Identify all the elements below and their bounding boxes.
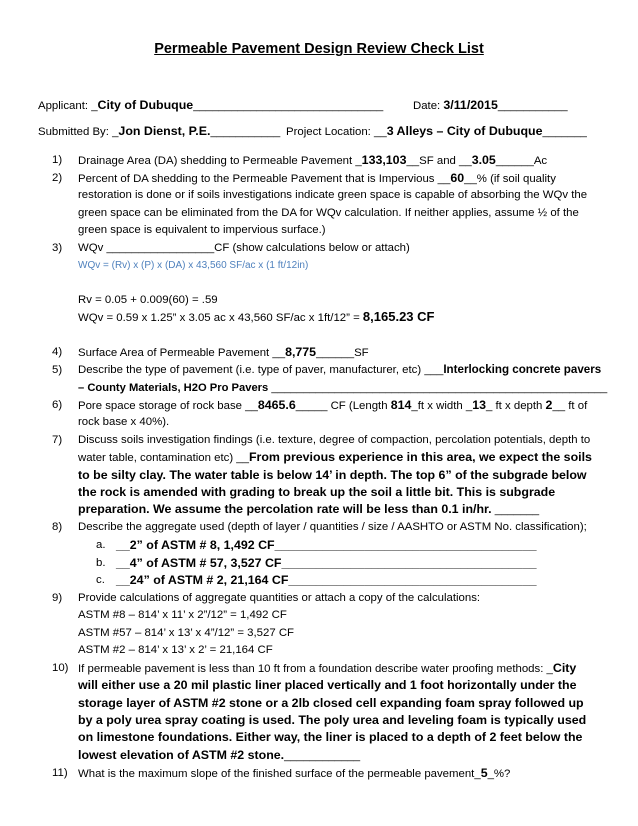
item-text: _ft x width _ xyxy=(411,400,473,412)
item-text: _%? xyxy=(487,768,511,780)
date-line xyxy=(413,97,568,114)
item-2-line-2: restoration is done or if soils investigations indicate green space is capable of absorbing the WQv the xyxy=(78,189,588,201)
pavement-manufacturer-value: – County Materials, H2O Pro Pavers xyxy=(78,382,269,394)
item-number: 1) xyxy=(52,154,63,166)
item-10-line-4: by a poly urea spray coating is used. The poly urea and leveling foam is typically used xyxy=(78,713,587,727)
date-label: Date: xyxy=(413,100,444,112)
applicant-value: City of Dubuque xyxy=(97,98,194,112)
wqv-formula: WQv = (Rv) x (P) x (DA) x 43,560 SF/ac x (1 ft/12in) xyxy=(78,260,309,271)
item-6-line-1 xyxy=(78,397,587,414)
item-7-line-3: to be silty clay. The water table is below 14’ in depth. The top 6” of the subgrade below xyxy=(78,468,587,482)
item-text: What is the maximum slope of the finished surface of the permeable pavement_ xyxy=(78,768,481,780)
item-7-line-1: Discuss soils investigation findings (i.e. texture, degree of compaction, percolation potentials, depth to xyxy=(78,434,591,446)
item-1-line xyxy=(78,152,547,169)
pore-storage-value: 8465.6 xyxy=(257,398,296,412)
item-text: __ ft of xyxy=(552,400,588,412)
pavement-type-value: Interlocking concrete pavers xyxy=(443,363,602,376)
aggregate-b-value: __4” of ASTM # 57, 3,527 CF_____________________________________ xyxy=(116,556,537,570)
sub-item-letter: a. xyxy=(96,539,106,551)
drainage-area-sf: 133,103 xyxy=(361,153,407,167)
date-value: 3/11/2015 xyxy=(443,98,498,112)
sub-item-letter: b. xyxy=(96,557,106,569)
item-4-line xyxy=(78,344,369,361)
applicant-line xyxy=(38,97,383,114)
item-10-line-3: storage layer of ASTM #2 stone or a 2lb closed cell expanding foam spray followed up xyxy=(78,696,584,710)
surface-area-value: 8,775 xyxy=(285,345,317,359)
item-text: ______Ac xyxy=(495,155,548,167)
item-text: If permeable pavement is less than 10 ft from a foundation describe water proofing methods: _ xyxy=(78,663,553,675)
item-2-line-3: green space can be eliminated from the DA for WQv calculation. If neither applies, assume ½ of the xyxy=(78,207,579,219)
item-number: 10) xyxy=(52,662,69,674)
max-slope-value: 5 xyxy=(480,766,488,780)
aggregate-c-value: __24” of ASTM # 2, 21,164 CF____________________________________ xyxy=(116,573,537,587)
date-blank: ___________ xyxy=(497,100,568,112)
soils-findings-value: From previous experience in this area, we expect the soils xyxy=(248,450,592,464)
item-text: _______ xyxy=(491,504,540,516)
submitted-line xyxy=(38,123,280,140)
applicant-blank: ______________________________ xyxy=(193,100,384,112)
item-11-line xyxy=(78,765,510,782)
item-10-line-2: will either use a 20 mil plastic liner placed vertically and 1 foot horizontally under the xyxy=(78,678,577,692)
wqv-calculation xyxy=(78,309,434,326)
item-text: ____________ xyxy=(284,750,361,762)
item-text: _____________________________________________________ xyxy=(268,382,608,394)
item-text: WQv = 0.59 x 1.25” x 3.05 ac x 43,560 SF/ac x 1ft/12” = xyxy=(78,312,363,324)
aggregate-a-value: __2” of ASTM # 8, 1,492 CF______________________________________ xyxy=(116,538,537,552)
item-text: ______SF xyxy=(316,347,369,359)
item-3-line-1: WQv _________________CF (show calculations below or attach) xyxy=(78,242,410,254)
document-title: Permeable Pavement Design Review Check List xyxy=(154,41,484,57)
item-5-line-1 xyxy=(78,362,601,378)
drainage-area-ac: 3.05 xyxy=(471,153,496,167)
aggregate-calc-1: ASTM #8 – 814’ x 11’ x 2”/12” = 1,492 CF xyxy=(78,609,287,621)
location-value: 3 Alleys – City of Dubuque xyxy=(386,124,543,138)
item-number: 8) xyxy=(52,521,63,533)
item-2-line-4: green space is equivalent to impervious surface.) xyxy=(78,224,326,236)
item-number: 7) xyxy=(52,434,63,446)
aggregate-calc-2: ASTM #57 – 814’ x 13’ x 4”/12” = 3,527 CF xyxy=(78,627,295,639)
submitted-label: Submitted By: _ xyxy=(38,126,119,138)
length-value: 814 xyxy=(390,398,412,412)
item-number: 3) xyxy=(52,242,63,254)
item-number: 11) xyxy=(52,767,68,779)
soils-findings-value: preparation. We assume the percolation rate will be less than 0.1 in/hr. xyxy=(78,502,492,516)
item-text: Percent of DA shedding to the Permeable Pavement that is Impervious __ xyxy=(78,173,451,185)
item-10-line-1 xyxy=(78,660,576,677)
item-5-line-2 xyxy=(78,380,607,396)
item-9-line-1: Provide calculations of aggregate quantities or attach a copy of the calculations: xyxy=(78,592,481,604)
item-text: Surface Area of Permeable Pavement __ xyxy=(78,347,286,359)
item-7-line-2 xyxy=(78,449,592,466)
item-8-line-1: Describe the aggregate used (depth of layer / quantities / size / AASHTO or ASTM No. classification); xyxy=(78,521,587,533)
item-text: Pore space storage of rock base __ xyxy=(78,400,258,412)
item-6-line-2: rock base x 40%). xyxy=(78,416,170,428)
submitted-value: Jon Dienst, P.E. xyxy=(118,124,211,138)
item-number: 2) xyxy=(52,172,63,184)
item-7-line-4: the rock is amended with grading to break up the soil a little bit. This is subgrade xyxy=(78,485,556,499)
applicant-label: Applicant: _ xyxy=(38,100,98,112)
item-number: 6) xyxy=(52,399,63,411)
item-text: __SF and __ xyxy=(406,155,472,167)
item-text: Describe the type of pavement (i.e. type of paver, manufacturer, etc) ___ xyxy=(78,364,444,376)
waterproofing-value: lowest elevation of ASTM #2 stone. xyxy=(78,748,285,762)
waterproofing-value: City xyxy=(552,661,577,675)
item-number: 9) xyxy=(52,592,63,604)
item-text: _ ft x depth xyxy=(486,400,546,412)
item-number: 5) xyxy=(52,364,63,376)
item-text: _____ CF (Length xyxy=(295,400,391,412)
depth-value: 2 xyxy=(545,398,553,412)
location-blank: _______ xyxy=(542,126,587,138)
location-line xyxy=(286,123,587,140)
item-2-line-1 xyxy=(78,170,556,187)
impervious-percent: 60 xyxy=(450,171,465,185)
submitted-blank: ___________ xyxy=(210,126,281,138)
width-value: 13 xyxy=(472,398,486,412)
rv-calculation: Rv = 0.05 + 0.009(60) = .59 xyxy=(78,294,218,306)
item-number: 4) xyxy=(52,346,63,358)
item-text: Drainage Area (DA) shedding to Permeable Pavement _ xyxy=(78,155,362,167)
item-text: water table, contamination etc) __ xyxy=(78,452,249,464)
item-text: __% (if soil quality xyxy=(464,173,556,185)
item-7-line-5 xyxy=(78,501,539,518)
item-10-line-5: on limestone foundations. Either way, the liner is placed to a depth of 2 feet below the xyxy=(78,730,583,744)
wqv-value: 8,165.23 CF xyxy=(362,309,435,324)
item-10-line-6 xyxy=(78,747,360,764)
sub-item-letter: c. xyxy=(96,574,105,586)
aggregate-calc-3: ASTM #2 – 814’ x 13’ x 2’ = 21,164 CF xyxy=(78,644,273,656)
location-label: Project Location: __ xyxy=(286,126,387,138)
